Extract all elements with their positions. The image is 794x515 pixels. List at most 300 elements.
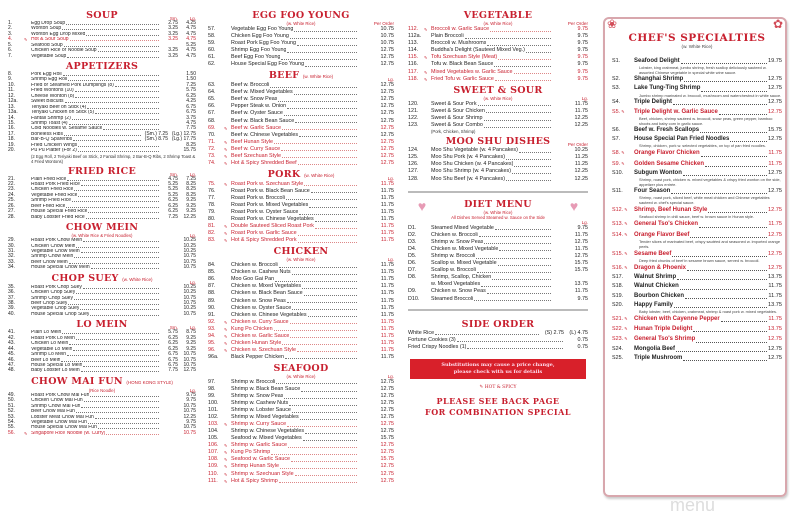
section-note: (Pork, Chicken, Shrimp) (431, 129, 476, 135)
dot-leader (290, 323, 357, 324)
item-number: 44. (8, 345, 15, 352)
notice-line: PLEASE SEE BACK PAGE (436, 395, 560, 406)
divider (408, 309, 588, 311)
dot-leader (90, 396, 159, 397)
item-name: Roast Pork w. Chinese Vegetables (231, 216, 314, 223)
item-number-cell (612, 219, 634, 229)
item-number: 45. (8, 351, 15, 358)
heart-decoration-icon: ♥ (569, 197, 579, 214)
menu-item (408, 69, 588, 76)
section-subtitle-text: (w. White Rice) (286, 373, 316, 379)
dot-leader (696, 342, 767, 343)
section-title (8, 222, 196, 233)
price-large: 10.75 (183, 429, 196, 436)
price-headers (160, 172, 196, 177)
dot-leader (278, 101, 357, 102)
item-description: Jumbo shrimp marinated w. broccoli, mushroom and waterchestnut in white sauce. (639, 92, 782, 98)
item-name: Chicken w. Szechuan Style (231, 346, 297, 353)
price-large: 15.75 (574, 260, 588, 267)
item-number: 72. (208, 145, 216, 152)
item-number: 62. (208, 61, 216, 68)
dot-leader (308, 316, 357, 317)
price-large: 3.75 (186, 114, 196, 121)
item-number: 19. (8, 141, 15, 148)
item-number: 120. (408, 100, 419, 107)
hot-spicy-icon: ✎ (224, 153, 228, 159)
menu-section (8, 166, 196, 223)
dot-leader (693, 331, 767, 332)
dot-leader (506, 180, 551, 181)
price: 12.75 (768, 231, 782, 238)
price-large: 11.75 (380, 269, 394, 276)
price-large: 10.25 (183, 242, 196, 249)
price-small: 5.25 (168, 186, 178, 193)
price-large: 12.75 (380, 159, 394, 166)
price-headers (558, 21, 588, 26)
dot-leader (75, 91, 159, 92)
item-number: 81. (208, 223, 216, 230)
price-header: Lg. (189, 16, 196, 21)
menu-item (208, 414, 394, 421)
item-name: Wonton Egg Drop Mixed (31, 31, 86, 37)
menu-item (208, 435, 394, 442)
item-number: S2. (612, 76, 621, 83)
item-name: Sesame Beef (634, 250, 672, 257)
price-header: Lg. (189, 387, 196, 393)
price-small: 3.25 (168, 36, 178, 43)
item-number: 68. (208, 117, 216, 124)
item-number: 115. (408, 54, 419, 61)
menu-item (408, 176, 588, 183)
menu-item (208, 442, 394, 449)
menu-item (208, 26, 394, 33)
section-title-text: CHOP SUEY (51, 272, 119, 284)
item-number-cell (612, 292, 634, 301)
section-title-text: SOUP (86, 10, 118, 21)
item-number: 54. (8, 419, 15, 426)
item-number: D1. (408, 224, 417, 231)
section-subtitle-text: (w. White Rice) (286, 257, 316, 263)
dot-leader (700, 132, 767, 133)
price-small: 6.75 (168, 356, 178, 363)
item-name: Hot & Spicy Shredded Pork (231, 237, 297, 244)
price-large: 10.75 (183, 253, 196, 260)
item-number: 3. (8, 30, 13, 37)
hot-spicy-icon: ✎ (224, 181, 228, 187)
dot-leader (281, 59, 357, 60)
item-name: Orange Flavor Chicken (634, 150, 700, 157)
item-name: Hot & Spicy Shrimp (231, 477, 278, 484)
menu-item (408, 296, 588, 303)
price-headers (178, 233, 196, 238)
item-number: D3. (408, 238, 417, 245)
dot-leader (88, 423, 159, 424)
price-large: 12.75 (380, 61, 394, 68)
item-number: 76. (208, 187, 216, 194)
item-number: 13. (8, 103, 15, 110)
spacer (8, 436, 196, 438)
price-large: 7.75 (186, 125, 196, 132)
section-subtitle-text: (Rice Noodle) (88, 387, 116, 393)
dot-leader (294, 94, 357, 95)
item-number: 4. (8, 36, 13, 43)
price-large: 12.75 (380, 378, 394, 385)
dot-leader (83, 288, 159, 289)
item-description: Shrimp, chicken, pork w. selected vegetables, on top of pan fried noodles. (639, 143, 766, 149)
price-large: 9.25 (186, 197, 196, 204)
menu-item (208, 407, 394, 414)
dot-leader (719, 114, 767, 115)
section-subtitle-text: (w. White Rice) (483, 95, 513, 101)
item-name: Roast Pork w. Szechuan Style (231, 180, 304, 187)
price-large: 9.75 (577, 47, 588, 54)
item-name: Mixed Vegetables w. Garlic Sauce (431, 68, 513, 75)
price-large: 8.25 (186, 181, 196, 188)
item-number: 5. (8, 41, 13, 48)
item-number: 112. (408, 26, 419, 32)
price-large: 10.75 (183, 294, 196, 301)
price-large: 12.25 (574, 168, 588, 175)
price-large: 11.75 (380, 297, 394, 304)
price-large: 10.75 (183, 351, 196, 358)
menu-item (208, 326, 394, 333)
hot-spicy-icon: ✎ (623, 250, 628, 256)
hot-spicy-icon: ✎ (620, 108, 625, 114)
item-name: Beef Hunan Style (231, 138, 273, 145)
dot-leader (295, 475, 357, 476)
menu-item (208, 393, 394, 400)
dot-leader (281, 150, 357, 151)
dot-leader (287, 426, 357, 427)
price-large: 9.25 (186, 340, 196, 347)
section-title-text: FRIED RICE (67, 165, 136, 177)
price-large: 11.75 (380, 180, 394, 187)
item-number: 14. (8, 114, 15, 121)
price-large: 9.75 (186, 397, 196, 404)
price-large: 10.75 (183, 424, 196, 431)
price: 11.75 (768, 150, 782, 157)
hot-spicy-icon: ✎ (623, 231, 628, 237)
item-name: Vegetable Lo Mein (31, 346, 73, 352)
dot-leader (299, 214, 357, 215)
price-large: 11.75 (574, 231, 588, 238)
item-name: Sweet & Sour Shrimp (431, 114, 483, 121)
item-number: 34. (8, 264, 15, 271)
price-large: 8.75 (186, 329, 196, 336)
menu-column-2 (208, 10, 394, 487)
dot-leader (315, 228, 357, 229)
dot-leader (683, 360, 767, 361)
hot-spicy-icon: ✎ (224, 333, 228, 339)
item-name: Walnut Shrimp (634, 274, 677, 281)
item-name: Cheese Wonton (8) (31, 93, 75, 99)
chef-special-item (612, 324, 782, 334)
dot-leader (86, 218, 159, 219)
dot-leader (287, 52, 357, 53)
item-name: Beef w. Curry Sauce (231, 145, 281, 152)
dot-leader (274, 143, 357, 144)
price-small: 5.25 (168, 181, 178, 188)
item-name: Egg Drop Soup (31, 20, 66, 26)
chefs-specialties (612, 28, 782, 363)
section-title-text: CHOW MEIN (65, 222, 139, 234)
chef-special-item (612, 148, 782, 158)
item-name: Wonton Soup (31, 26, 62, 32)
hot-spicy-legend: ✎ HOT & SPICY (479, 384, 517, 390)
dot-leader (289, 405, 357, 406)
menu-item (208, 237, 394, 244)
item-name: Beef w. Garlic Sauce (231, 124, 282, 131)
item-name: Golden Sesame Chicken (634, 160, 705, 167)
item-name: Fantail Shrimp (2) (31, 115, 71, 121)
price-large: 9.75 (186, 419, 196, 426)
price: 12.75 (768, 250, 782, 257)
item-name: House Special Chop Suey (31, 311, 90, 317)
menu-item (408, 246, 588, 253)
menu-section (208, 169, 394, 246)
item-number: 25. (8, 197, 15, 204)
item-name: Roast Pork Fried Rice (31, 182, 80, 188)
item-number: 117. (408, 68, 419, 75)
price: 12.75 (768, 345, 782, 352)
item-number-cell (612, 314, 634, 324)
menu-item (208, 400, 394, 407)
item-name: Shrimp Toast (4) (31, 120, 68, 126)
dot-leader (67, 355, 159, 356)
price-large: 5.25 (186, 41, 196, 48)
item-number: 116. (408, 61, 419, 68)
price-large: 8.25 (186, 141, 196, 148)
price-large: 9.75 (577, 26, 588, 32)
item-name: Sweet & Sour Chicken (431, 107, 485, 114)
price-large: (L) 4.75 (569, 329, 588, 336)
item-number: 12. (8, 92, 15, 99)
price-header: Sm. (169, 171, 178, 177)
price-small: 3.25 (168, 47, 178, 54)
item-name: House Special Lo Mein (31, 362, 83, 368)
menu-item (208, 132, 394, 139)
section-title: CHEF'S SPECIALTIES (628, 32, 766, 44)
item-name: Shanghai Shrimp (634, 76, 684, 83)
item-number: 15. (8, 119, 15, 126)
item-name: Shrimp w. Broccoli (431, 252, 476, 259)
item-number: 2. (8, 25, 13, 32)
price-large: 6.75 (186, 103, 196, 110)
item-number: 10. (8, 81, 15, 88)
divider (408, 191, 588, 193)
price-large: 12.75 (380, 400, 394, 407)
item-number: 124. (408, 147, 419, 154)
menu-section (8, 222, 196, 273)
item-name: w. Mixed Vegetables (431, 281, 481, 288)
menu-item (208, 33, 394, 40)
item-name: Beef w. Broccoli (231, 82, 270, 89)
dot-leader (705, 166, 767, 167)
price-large: 11.75 (380, 194, 394, 201)
price-large: 11.75 (574, 100, 588, 107)
price-large: 11.75 (380, 325, 394, 332)
chef-special-item (612, 219, 782, 229)
price-large: 9.75 (577, 68, 588, 75)
price-large: 9.25 (186, 334, 196, 341)
hot-spicy-icon: ✎ (224, 340, 228, 346)
price-large: 15.75 (183, 147, 196, 154)
item-number: S23. (612, 336, 624, 343)
item-name: Baby Lobster Fried Rice (31, 214, 85, 220)
dot-leader (294, 31, 357, 32)
menu-section (8, 10, 196, 61)
item-number: 79. (208, 209, 216, 216)
menu-item (408, 61, 588, 68)
price-header: Lg. (387, 373, 394, 379)
item-number: 42. (8, 334, 15, 341)
item-number-cell (612, 187, 634, 196)
menu-item (208, 82, 394, 89)
price-large: 12.75 (380, 442, 394, 449)
item-name: Vegetable Chow Mein (31, 248, 80, 254)
item-number: 55. (8, 424, 15, 431)
item-name: Four Season (634, 188, 671, 195)
hot-spicy-icon: ✎ (623, 265, 628, 271)
section-title-text: VEGETABLE (463, 10, 533, 21)
dot-leader (88, 212, 159, 213)
price-large: 9.75 (577, 295, 588, 302)
item-name: Roast Pork Chow Mein (31, 238, 83, 244)
item-number-cell (612, 135, 634, 144)
item-name: Hot & Sour Soup (31, 37, 69, 43)
dot-leader (519, 152, 551, 153)
section-title (408, 10, 588, 21)
item-name: Beef Chow Mai Fun (31, 409, 75, 415)
item-name: Plain Broccoli (431, 33, 464, 40)
dot-leader (292, 274, 357, 275)
dot-leader (457, 341, 563, 342)
menu-section (408, 85, 588, 136)
item-name: Chicken w. Broccoli (231, 262, 278, 269)
dot-leader (63, 75, 159, 76)
item-number-cell (612, 230, 634, 240)
item-number: D4. (408, 245, 417, 252)
section-title (8, 319, 196, 330)
price-large: 11.75 (380, 332, 394, 339)
price-large: 12.25 (574, 175, 588, 182)
item-name: Scallop w. Broccoli (431, 267, 476, 274)
price-large: 12.75 (380, 477, 394, 484)
section-subtitle (8, 233, 196, 238)
item-number: S20. (612, 301, 624, 308)
item-name: Shrimp w. Cashew Nuts (231, 400, 289, 407)
menu-item (408, 267, 588, 274)
price-large: 9.25 (186, 345, 196, 352)
price-large: 10.25 (183, 247, 196, 254)
item-name: Plain Fried Rice (31, 176, 67, 182)
price-large: 1.50 (186, 76, 196, 83)
menu-item (208, 153, 394, 160)
price: 12.75 (768, 354, 782, 361)
item-number-cell (612, 159, 634, 169)
item-name: Black Pepper Chicken (231, 353, 285, 360)
item-number: 102. (208, 414, 219, 421)
section-subtitle (8, 388, 196, 393)
price: 12.75 (768, 169, 782, 176)
item-name: Shrimp Lo Mein (31, 352, 67, 358)
item-number: 53. (8, 413, 15, 420)
item-name: Shrimp w. Black Bean Sauce (231, 385, 301, 392)
item-number: 70. (208, 131, 216, 138)
menu-item (208, 96, 394, 103)
hot-spicy-icon: ✎ (623, 336, 628, 342)
hot-spicy-icon: ✎ (24, 430, 28, 436)
dot-leader (687, 270, 767, 271)
item-name: Boneless Ribs (31, 131, 63, 137)
item-number: 12a. (8, 98, 18, 105)
menu-item (208, 89, 394, 96)
item-number: 6. (8, 47, 13, 54)
item-name: Sweet Biscuits (31, 99, 64, 105)
menu-section (208, 246, 394, 363)
price-large: 11.75 (380, 262, 394, 269)
menu-item (408, 154, 588, 161)
back-page-notice (408, 396, 588, 418)
item-number: 104. (208, 428, 219, 435)
dot-leader (498, 265, 551, 266)
chef-special-item (612, 273, 782, 282)
dot-leader (481, 286, 551, 287)
menu-item (408, 225, 588, 232)
menu-item (408, 108, 588, 115)
dot-leader (69, 124, 159, 125)
item-name: Beef Chow Mein (31, 259, 68, 265)
menu-item (208, 340, 394, 347)
dot-leader (62, 333, 159, 334)
item-name: Kung Po Shrimp (231, 449, 271, 456)
section-title (8, 10, 196, 21)
dot-leader (290, 337, 357, 338)
menu-section (8, 273, 196, 320)
item-number: 125. (408, 154, 419, 161)
menu-item (208, 333, 394, 340)
item-number: 47. (8, 361, 15, 368)
item-number: 128. (408, 175, 419, 182)
item-name: Shrimp, Scallop, Chicken (431, 274, 492, 281)
section-subtitle-text: (w. White Rice) (483, 21, 513, 26)
menu-item (208, 456, 394, 463)
item-number-cell (612, 148, 634, 158)
item-number: 89. (208, 297, 216, 304)
dot-leader (311, 192, 357, 193)
item-name: House Special Fried Rice (31, 209, 88, 215)
item-name: Shrimp w. Szechuan Style (231, 470, 294, 477)
price-small: 6.25 (168, 345, 178, 352)
dot-leader (72, 119, 159, 120)
section-title-text: SWEET & SOUR (453, 84, 543, 96)
price: 11.75 (768, 160, 782, 167)
item-number: 88. (208, 290, 216, 297)
item-name: Beef Chop Suey (31, 301, 68, 307)
dot-leader (303, 440, 357, 441)
item-name: Chicken Chow Mai Fun (31, 398, 83, 404)
item-name: Roast Pork Chow Mai Fun (31, 392, 90, 398)
spacer (208, 485, 394, 487)
item-name: Vegetable Fried Rice (31, 192, 78, 198)
item-name: Shrimp, Beef Hunan Style (634, 207, 708, 214)
item-number: 127. (408, 168, 419, 175)
hot-spicy-icon: ✎ (224, 231, 228, 237)
item-name: Roast Pork Chop Suey (31, 284, 82, 290)
item-number: 98. (208, 385, 216, 392)
price-headers (376, 374, 394, 379)
price-large: 11.75 (380, 223, 394, 230)
